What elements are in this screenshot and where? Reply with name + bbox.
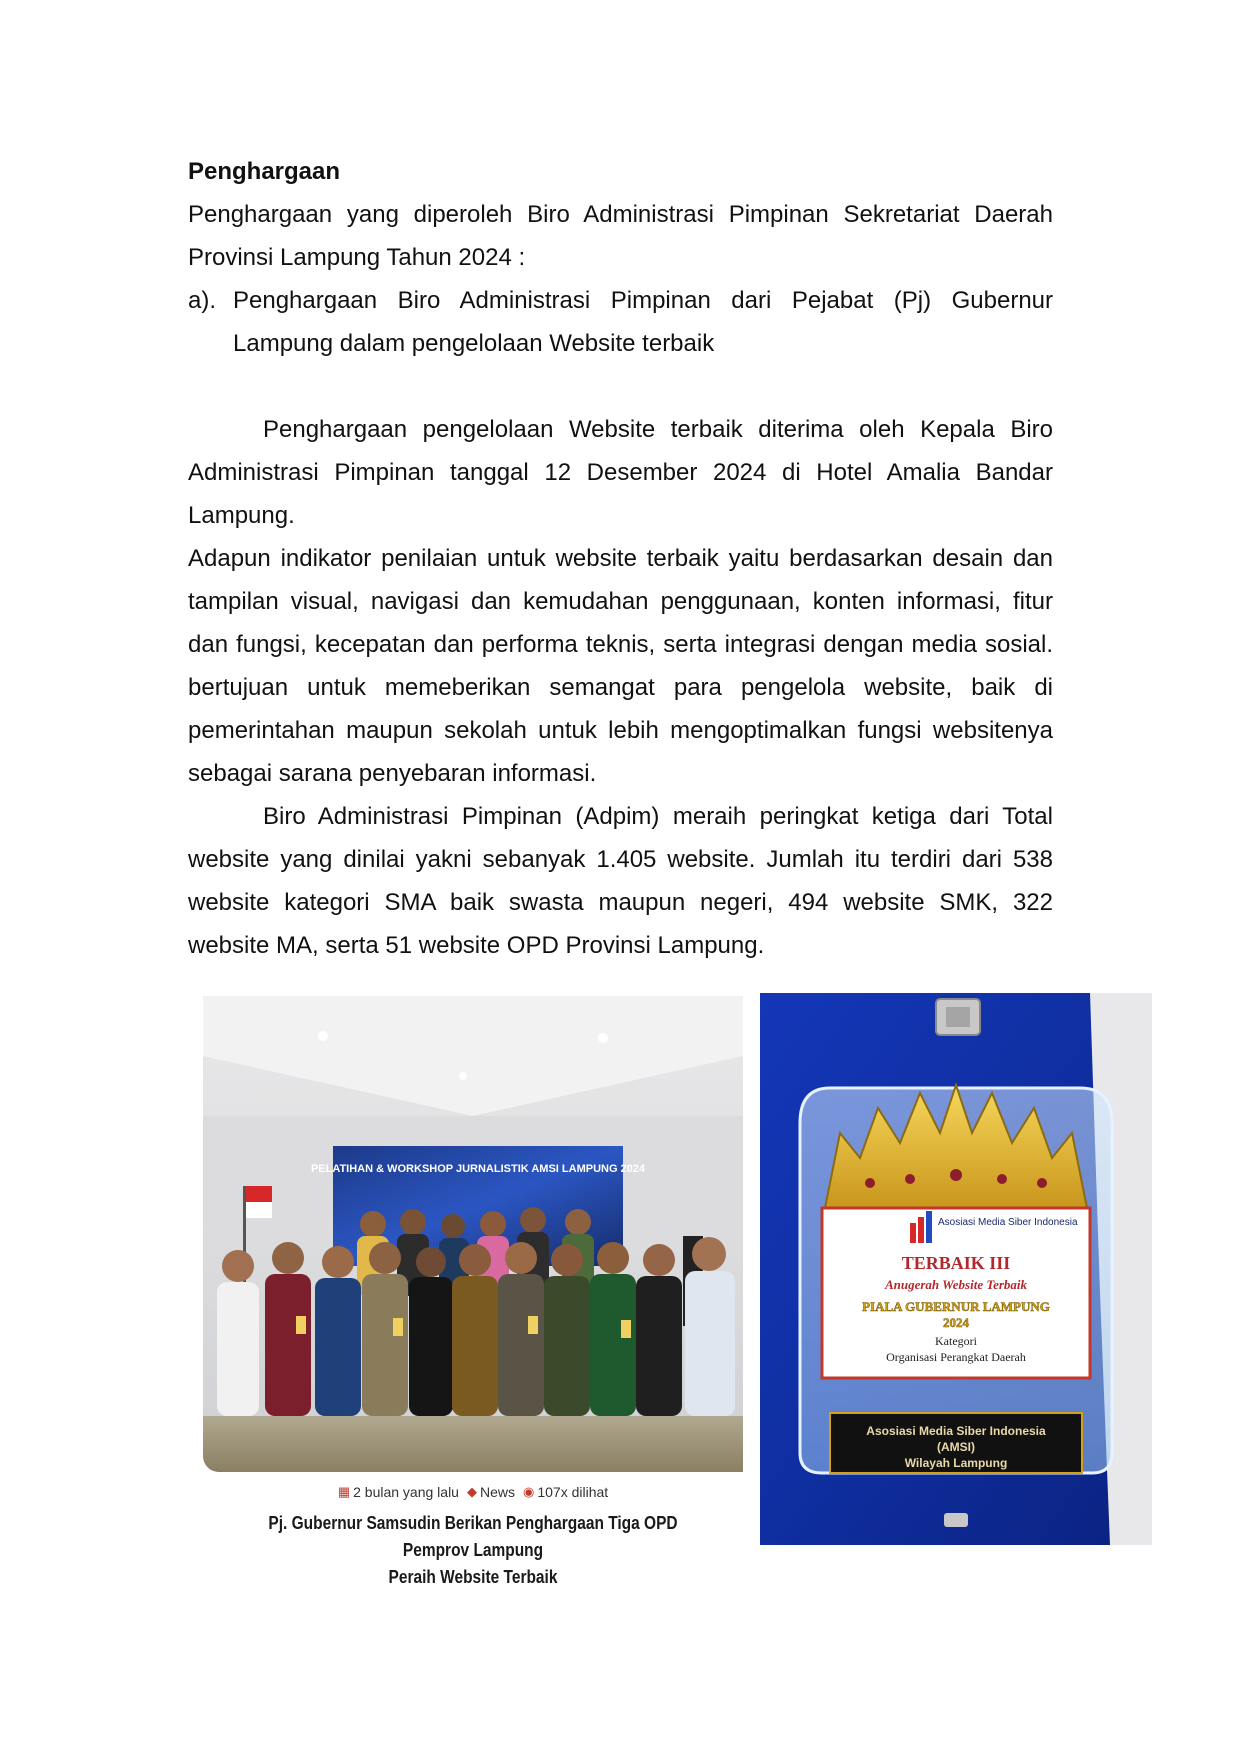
- document-text: [188, 150, 1053, 967]
- calendar-icon: ▦: [337, 1484, 351, 1499]
- tag-icon: ◆: [466, 1484, 477, 1499]
- article-title: Pj. Gubernur Samsudin Berikan Penghargaan Tiga OPD Pemprov Lampung Peraih Website Terbaik: [268, 1513, 678, 1587]
- trophy-logo-text: Asosiasi Media Siber Indonesia: [938, 1217, 1078, 1228]
- section-heading: Penghargaan: [188, 158, 341, 185]
- eye-icon: ◉: [523, 1484, 535, 1499]
- plate-line-1: Asosiasi Media Siber Indonesia: [866, 1424, 1046, 1438]
- list-item-text: Penghargaan Biro Administrasi Pimpinan dari Pejabat (Pj) Gubernur Lampung dalam pengelolaan Website terbaik: [233, 287, 1053, 357]
- trophy-rank: TERBAIK III: [901, 1253, 1011, 1273]
- group-photo: [203, 996, 743, 1472]
- intro-paragraph: Penghargaan yang diperoleh Biro Administrasi Pimpinan Sekretariat Daerah Provinsi Lampung Tahun 2024 :: [188, 201, 1053, 271]
- plate-line-2: (AMSI): [937, 1440, 975, 1454]
- trophy-category-label: Kategori: [935, 1334, 977, 1348]
- banner-text: PELATIHAN & WORKSHOP JURNALISTIK AMSI LAMPUNG 2024: [310, 1163, 646, 1175]
- trophy-award-name: Anugerah Website Terbaik: [884, 1277, 1028, 1292]
- article-screenshot: [203, 996, 743, 1587]
- article-category: ◆ News: [466, 1484, 515, 1500]
- plate-line-3: Wilayah Lampung: [904, 1456, 1008, 1470]
- trophy-cup-name: PIALA GUBERNUR LAMPUNG: [862, 1299, 1050, 1314]
- paragraph-indicators: Adapun indikator penilaian untuk website terbaik yaitu berdasarkan desain dan tampilan visual, navigasi dan kemudahan penggunaan, konten informasi, fitur dan fungsi, kecepatan dan performa teknis, serta integrasi dengan media sosial. bertujuan untuk memeberikan semangat para pengelola website, baik di pemerintahan maupun sekolah untuk lebih mengoptimalkan fungsi websitenya sebagai sarana penyebaran informasi.: [188, 545, 1053, 787]
- paragraph-award-received: Penghargaan pengelolaan Website terbaik diterima oleh Kepala Biro Administrasi Pimpinan tanggal 12 Desember 2024 di Hotel Amalia Bandar Lampung.: [188, 416, 1053, 529]
- article-caption: [203, 1484, 743, 1591]
- article-time: ▦ 2 bulan yang lalu: [337, 1484, 459, 1500]
- article-meta: [203, 1484, 743, 1500]
- paragraph-ranking: Biro Administrasi Pimpinan (Adpim) meraih peringkat ketiga dari Total website yang dinilai yakni sebanyak 1.405 website. Jumlah itu terdiri dari 538 website kategori SMA baik swasta maupun negeri, 494 website SMK, 322 website MA, serta 51 website OPD Provinsi Lampung.: [188, 803, 1053, 959]
- trophy-photo: [760, 993, 1152, 1545]
- list-marker: a).: [188, 287, 217, 314]
- trophy-category-value: Organisasi Perangkat Daerah: [886, 1350, 1026, 1364]
- article-views: ◉ 107x dilihat: [523, 1484, 609, 1500]
- trophy-year: 2024: [943, 1315, 969, 1330]
- spacer: [188, 365, 1053, 408]
- list-item-a: [188, 279, 1053, 365]
